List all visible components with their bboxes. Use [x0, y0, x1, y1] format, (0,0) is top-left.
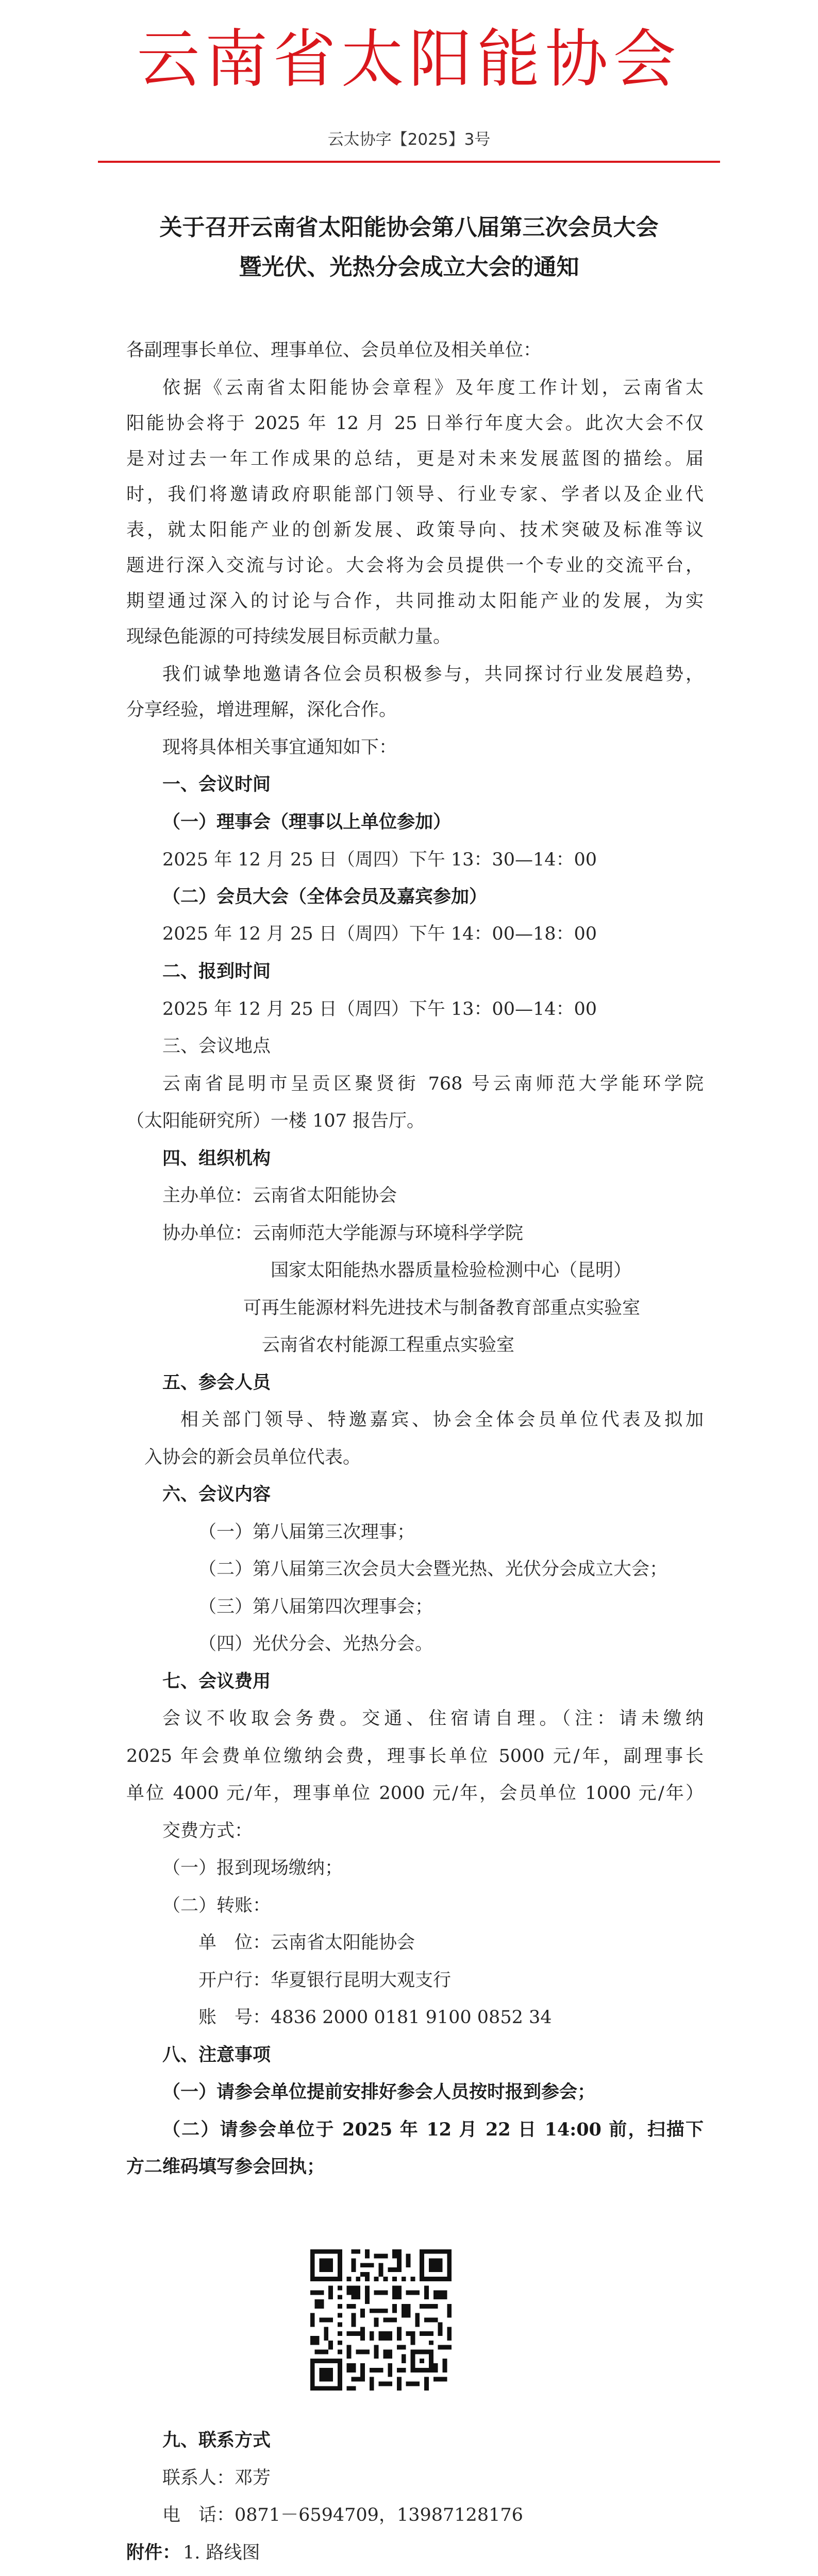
section-9-contact-person: 联系人：邓芳	[162, 2468, 271, 2488]
registration-qr-code[interactable]	[306, 2245, 456, 2395]
section-4-co-host: 协办单位：云南师范大学能源与环境科学学院	[162, 1223, 524, 1244]
org-letterhead-title: 云南省太阳能协会	[137, 23, 681, 96]
section-8-item-2-line-2: 方二维码填写参会回执；	[126, 2156, 325, 2177]
section-7-heading: 七、会议费用	[162, 1671, 271, 1692]
section-7-account-number: 账 号：4836 2000 0181 9100 0852 34	[198, 2007, 552, 2028]
intro-p1-line: 依据《云南省太阳能协会章程》及年度工作计划，云南省太	[162, 378, 704, 398]
notice-title-line-1: 关于召开云南省太阳能协会第八届第三次会员大会	[159, 214, 659, 241]
intro-paragraph-3: 现将具体相关事宜通知如下：	[162, 737, 397, 758]
attachment-item: 1. 路线图	[183, 2543, 260, 2563]
section-9-heading: 九、联系方式	[162, 2430, 271, 2451]
section-8-heading: 八、注意事项	[162, 2044, 271, 2065]
intro-p1-line: 现绿色能源的可持续发展目标贡献力量。	[126, 626, 452, 647]
section-4-co-host-3: 可再生能源材料先进技术与制备教育部重点实验室	[243, 1298, 641, 1318]
intro-p1-line: 时，我们将邀请政府职能部门领导、行业专家、学者以及企业代	[126, 484, 704, 505]
section-1-sub-2-time: 2025 年 12 月 25 日（周四）下午 14：00—18：00	[162, 924, 597, 944]
notice-title-line-2: 暨光伏、光热分会成立大会的通知	[239, 254, 579, 280]
salutation: 各副理事长单位、理事单位、会员单位及相关单位：	[126, 340, 542, 361]
section-5-line-1: 相关部门领导、特邀嘉宾、协会全体会员单位代表及拟加	[180, 1410, 704, 1430]
section-7-payment-transfer: （二）转账：	[162, 1895, 271, 1916]
section-3-heading: 三、会议地点	[162, 1036, 271, 1057]
section-4-co-host-4: 云南省农村能源工程重点实验室	[262, 1335, 515, 1355]
intro-p1-line: 题进行深入交流与讨论。大会将为会员提供一个专业的交流平台，	[126, 555, 704, 576]
section-9-phone: 电 话：0871－6594709，13987128176	[162, 2505, 523, 2526]
intro-p1-line: 表，就太阳能产业的创新发展、政策导向、技术突破及标准等议	[126, 520, 704, 540]
section-7-fee-line: 2025 年会费单位缴纳会费，理事长单位 5000 元/年，副理事长	[126, 1746, 704, 1767]
section-6-item: （一）第八届第三次理事；	[198, 1522, 415, 1543]
document-number: 云太协字【2025】3号	[327, 130, 491, 149]
section-7-fee-line: 会议不收取会务费。交通、住宿请自理。（注：请未缴纳	[162, 1708, 704, 1729]
section-2-heading: 二、报到时间	[162, 961, 271, 982]
section-1-sub-1-time: 2025 年 12 月 25 日（周四）下午 13：30—14：00	[162, 850, 597, 870]
section-3-address-line-1: 云南省昆明市呈贡区聚贤街 768 号云南师范大学能环学院	[162, 1074, 704, 1094]
section-7-payment-heading: 交费方式：	[162, 1821, 253, 1841]
section-4-heading: 四、组织机构	[162, 1148, 271, 1169]
intro-p2-line: 分享经验，增进理解，深化合作。	[126, 700, 397, 720]
section-4-co-host-2: 国家太阳能热水器质量检验检测中心（昆明）	[271, 1260, 632, 1281]
section-8-item-2-line-1: （二）请参会单位于 2025 年 12 月 22 日 14:00 前，扫描下	[162, 2119, 704, 2140]
section-6-item: （三）第八届第四次理事会；	[198, 1597, 433, 1617]
section-6-item: （二）第八届第三次会员大会暨光热、光伏分会成立大会；	[198, 1559, 668, 1580]
section-1-sub-1-heading: （一）理事会（理事以上单位参加）	[162, 811, 452, 833]
section-7-payment-onsite: （一）报到现场缴纳；	[162, 1858, 343, 1878]
letterhead-red-divider	[98, 161, 720, 163]
section-6-heading: 六、会议内容	[162, 1484, 271, 1505]
section-7-fee-line: 单位 4000 元/年，理事单位 2000 元/年，会员单位 1000 元/年）	[126, 1783, 704, 1804]
section-1-sub-2-heading: （二）会员大会（全体会员及嘉宾参加）	[162, 886, 488, 907]
section-8-item-1: （一）请参会单位提前安排好参会人员按时报到参会；	[162, 2081, 596, 2103]
section-2-time: 2025 年 12 月 25 日（周四）下午 13：00—14：00	[162, 999, 597, 1020]
section-5-heading: 五、参会人员	[162, 1372, 271, 1393]
section-7-bank: 开户行：华夏银行昆明大观支行	[198, 1970, 452, 1991]
section-7-account-name: 单 位：云南省太阳能协会	[198, 1933, 415, 1953]
section-5-line-2: 入协会的新会员单位代表。	[144, 1447, 361, 1468]
section-6-item: （四）光伏分会、光热分会。	[198, 1634, 433, 1654]
intro-p1-line: 期望通过深入的讨论与合作，共同推动太阳能产业的发展，为实	[126, 591, 704, 612]
attachments-label: 附件：	[126, 2542, 181, 2563]
section-1-heading: 一、会议时间	[162, 774, 271, 795]
section-4-host: 主办单位：云南省太阳能协会	[162, 1185, 397, 1206]
intro-p2-line: 我们诚挚地邀请各位会员积极参与，共同探讨行业发展趋势，	[162, 664, 704, 685]
intro-p1-line: 是对过去一年工作成果的总结，更是对未来发展蓝图的描绘。届	[126, 449, 704, 469]
section-3-address-line-2: （太阳能研究所）一楼 107 报告厅。	[126, 1111, 425, 1131]
intro-p1-line: 阳能协会将于 2025 年 12 月 25 日举行年度大会。此次大会不仅	[126, 413, 704, 434]
